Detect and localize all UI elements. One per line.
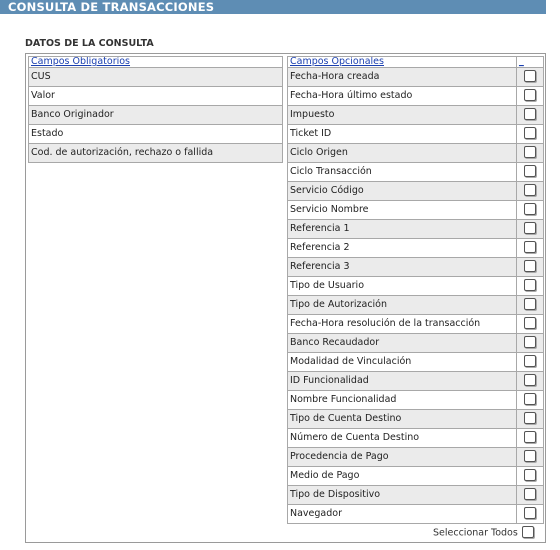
optional-field-row bbox=[288, 201, 544, 220]
optional-field-label: Modalidad de Vinculación bbox=[288, 353, 517, 372]
optional-field-label: Referencia 3 bbox=[288, 258, 517, 277]
optional-field-checkbox[interactable] bbox=[524, 127, 536, 139]
required-fields-header-link[interactable]: Campos Obligatorios bbox=[31, 56, 131, 67]
select-all bbox=[433, 527, 534, 539]
required-field-row bbox=[29, 87, 283, 106]
optional-field-label: Ciclo Transacción bbox=[288, 163, 517, 182]
optional-field-label: Ticket ID bbox=[288, 125, 517, 144]
required-field-row bbox=[29, 68, 283, 87]
optional-field-row bbox=[288, 258, 544, 277]
optional-field-label: Tipo de Usuario bbox=[288, 277, 517, 296]
optional-field-checkbox[interactable] bbox=[524, 488, 536, 500]
optional-field-label: Navegador bbox=[288, 505, 517, 524]
optional-field-checkbox-cell bbox=[517, 277, 544, 296]
required-field-label: Cod. de autorización, rechazo o fallida bbox=[29, 144, 283, 163]
optional-field-checkbox[interactable] bbox=[524, 298, 536, 310]
optional-field-row bbox=[288, 448, 544, 467]
optional-field-checkbox[interactable] bbox=[524, 393, 536, 405]
page-title: CONSULTA DE TRANSACCIONES bbox=[0, 0, 546, 14]
optional-field-checkbox-cell bbox=[517, 87, 544, 106]
optional-field-row bbox=[288, 296, 544, 315]
optional-field-checkbox[interactable] bbox=[524, 165, 536, 177]
optional-field-label: Impuesto bbox=[288, 106, 517, 125]
optional-field-label: Banco Recaudador bbox=[288, 334, 517, 353]
optional-header-checkbox-cell bbox=[517, 57, 544, 68]
optional-field-label: Procedencia de Pago bbox=[288, 448, 517, 467]
optional-field-label: Fecha-Hora creada bbox=[288, 68, 517, 87]
optional-field-label: Fecha-Hora último estado bbox=[288, 87, 517, 106]
optional-field-checkbox[interactable] bbox=[524, 336, 536, 348]
optional-field-checkbox[interactable] bbox=[524, 222, 536, 234]
optional-field-checkbox-cell bbox=[517, 410, 544, 429]
optional-field-checkbox[interactable] bbox=[524, 507, 536, 519]
optional-field-checkbox[interactable] bbox=[524, 279, 536, 291]
optional-field-label: Ciclo Origen bbox=[288, 144, 517, 163]
optional-field-checkbox-cell bbox=[517, 258, 544, 277]
optional-field-row bbox=[288, 277, 544, 296]
optional-field-checkbox-cell bbox=[517, 353, 544, 372]
optional-field-label: Tipo de Cuenta Destino bbox=[288, 410, 517, 429]
optional-field-row bbox=[288, 182, 544, 201]
optional-field-checkbox[interactable] bbox=[524, 146, 536, 158]
optional-field-row bbox=[288, 334, 544, 353]
required-fields-table bbox=[28, 56, 283, 163]
required-field-label: Valor bbox=[29, 87, 283, 106]
optional-field-checkbox-cell bbox=[517, 125, 544, 144]
optional-field-checkbox-cell bbox=[517, 448, 544, 467]
optional-field-row bbox=[288, 163, 544, 182]
optional-field-checkbox-cell bbox=[517, 68, 544, 87]
optional-field-label: Tipo de Dispositivo bbox=[288, 486, 517, 505]
optional-field-row bbox=[288, 486, 544, 505]
optional-field-row bbox=[288, 410, 544, 429]
optional-field-checkbox[interactable] bbox=[524, 89, 536, 101]
optional-field-checkbox[interactable] bbox=[524, 355, 536, 367]
optional-field-checkbox[interactable] bbox=[524, 374, 536, 386]
optional-field-row bbox=[288, 144, 544, 163]
optional-field-label: Nombre Funcionalidad bbox=[288, 391, 517, 410]
optional-field-checkbox[interactable] bbox=[524, 108, 536, 120]
required-field-row bbox=[29, 125, 283, 144]
required-header-cell bbox=[29, 57, 283, 68]
optional-field-checkbox[interactable] bbox=[524, 203, 536, 215]
optional-field-checkbox[interactable] bbox=[524, 431, 536, 443]
optional-field-checkbox-cell bbox=[517, 296, 544, 315]
optional-field-checkbox-cell bbox=[517, 144, 544, 163]
optional-field-checkbox-cell bbox=[517, 182, 544, 201]
required-field-row bbox=[29, 144, 283, 163]
optional-field-checkbox-cell bbox=[517, 467, 544, 486]
optional-field-label: Medio de Pago bbox=[288, 467, 517, 486]
optional-field-checkbox[interactable] bbox=[524, 260, 536, 272]
optional-field-row bbox=[288, 87, 544, 106]
optional-field-checkbox[interactable] bbox=[524, 241, 536, 253]
optional-field-checkbox[interactable] bbox=[524, 450, 536, 462]
optional-field-checkbox-cell bbox=[517, 429, 544, 448]
optional-field-label: Número de Cuenta Destino bbox=[288, 429, 517, 448]
optional-field-label: Referencia 1 bbox=[288, 220, 517, 239]
section-label: DATOS DE LA CONSULTA bbox=[25, 38, 154, 49]
optional-field-label: Referencia 2 bbox=[288, 239, 517, 258]
optional-field-label: ID Funcionalidad bbox=[288, 372, 517, 391]
optional-field-row bbox=[288, 429, 544, 448]
optional-fields-header-link[interactable]: Campos Opcionales bbox=[290, 56, 384, 67]
optional-field-row bbox=[288, 68, 544, 87]
optional-field-row bbox=[288, 467, 544, 486]
optional-field-checkbox-cell bbox=[517, 220, 544, 239]
optional-field-checkbox-cell bbox=[517, 201, 544, 220]
optional-field-checkbox-cell bbox=[517, 315, 544, 334]
optional-field-checkbox-cell bbox=[517, 486, 544, 505]
optional-field-checkbox-cell bbox=[517, 372, 544, 391]
optional-field-checkbox-cell bbox=[517, 505, 544, 524]
optional-field-label: Fecha-Hora resolución de la transacción bbox=[288, 315, 517, 334]
required-field-label: CUS bbox=[29, 68, 283, 87]
optional-fields-table bbox=[287, 56, 544, 524]
optional-header-cell bbox=[288, 57, 517, 68]
optional-field-row bbox=[288, 372, 544, 391]
required-field-label: Banco Originador bbox=[29, 106, 283, 125]
optional-field-checkbox[interactable] bbox=[524, 469, 536, 481]
optional-field-label: Tipo de Autorización bbox=[288, 296, 517, 315]
optional-header-blank-link[interactable]: _ bbox=[519, 56, 524, 67]
optional-field-row bbox=[288, 505, 544, 524]
optional-field-checkbox-cell bbox=[517, 239, 544, 258]
optional-field-checkbox[interactable] bbox=[524, 317, 536, 329]
optional-field-row bbox=[288, 353, 544, 372]
required-field-label: Estado bbox=[29, 125, 283, 144]
optional-field-row bbox=[288, 106, 544, 125]
optional-field-row bbox=[288, 220, 544, 239]
select-all-label: Seleccionar Todos bbox=[433, 527, 518, 539]
optional-field-label: Servicio Código bbox=[288, 182, 517, 201]
optional-field-row bbox=[288, 315, 544, 334]
select-all-checkbox[interactable] bbox=[522, 526, 534, 538]
optional-field-checkbox-cell bbox=[517, 163, 544, 182]
optional-field-row bbox=[288, 125, 544, 144]
optional-field-checkbox[interactable] bbox=[524, 70, 536, 82]
optional-field-label: Servicio Nombre bbox=[288, 201, 517, 220]
optional-field-checkbox[interactable] bbox=[524, 412, 536, 424]
optional-field-checkbox[interactable] bbox=[524, 184, 536, 196]
optional-field-checkbox-cell bbox=[517, 391, 544, 410]
optional-field-checkbox-cell bbox=[517, 334, 544, 353]
optional-field-row bbox=[288, 391, 544, 410]
optional-field-checkbox-cell bbox=[517, 106, 544, 125]
optional-field-row bbox=[288, 239, 544, 258]
required-field-row bbox=[29, 106, 283, 125]
